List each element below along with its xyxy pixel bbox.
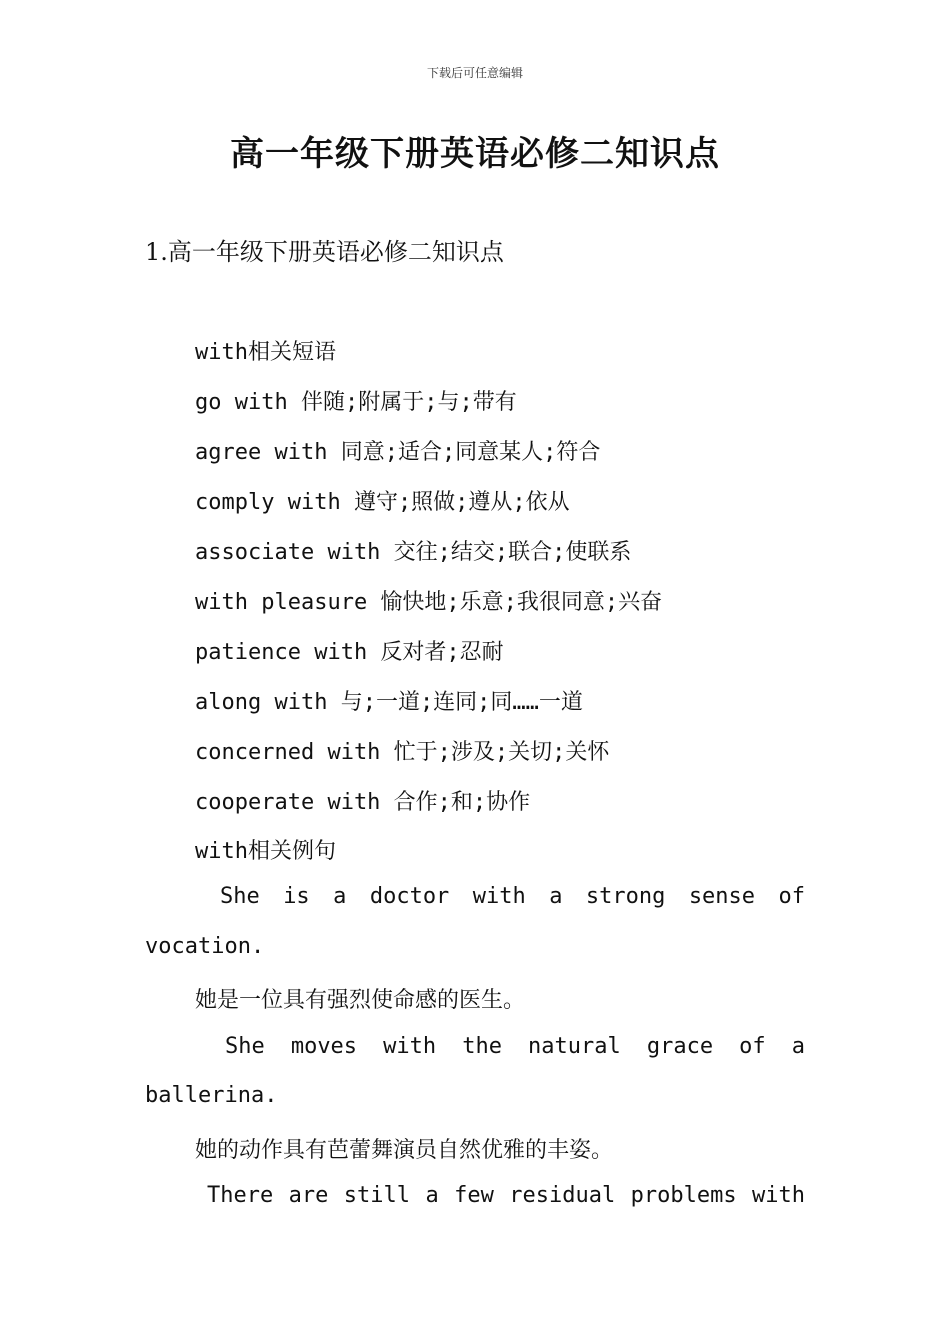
example-cn-translation: 她是一位具有强烈使命感的医生。 [195,988,526,1013]
phrase-item: cooperate with 合作;和;协作 [195,790,531,815]
phrase-item: associate with 交往;结交;联合;使联系 [195,540,632,565]
phrase-item: with pleasure 愉快地;乐意;我很同意;兴奋 [195,590,663,615]
document-title: 高一年级下册英语必修二知识点 [230,134,720,174]
examples-heading: with相关例句 [195,839,336,864]
example-en-continuation: vocation. [145,934,265,959]
phrases-heading: with相关短语 [195,340,336,365]
phrase-item: agree with 同意;适合;同意某人;符合 [195,440,601,465]
example-en-line: She is a doctor with a strong sense of [220,884,805,909]
phrase-item: patience with 反对者;忍耐 [195,640,504,665]
header-note: 下载后可任意编辑 [426,66,523,80]
example-en-line: She moves with the natural grace of a [225,1034,805,1059]
phrase-item: go with 伴随;附属于;与;带有 [195,390,517,415]
example-en-continuation: ballerina. [145,1083,278,1108]
phrase-item: comply with 遵守;照做;遵从;依从 [195,490,570,515]
example-cn-translation: 她的动作具有芭蕾舞演员自然优雅的丰姿。 [195,1138,614,1163]
section-heading: 1.高一年级下册英语必修二知识点 [145,238,504,266]
phrase-item: along with 与;一道;连同;同……一道 [195,690,583,715]
example-en-line: There are still a few residual problems with [207,1183,805,1208]
phrase-item: concerned with 忙于;涉及;关切;关怀 [195,740,610,765]
